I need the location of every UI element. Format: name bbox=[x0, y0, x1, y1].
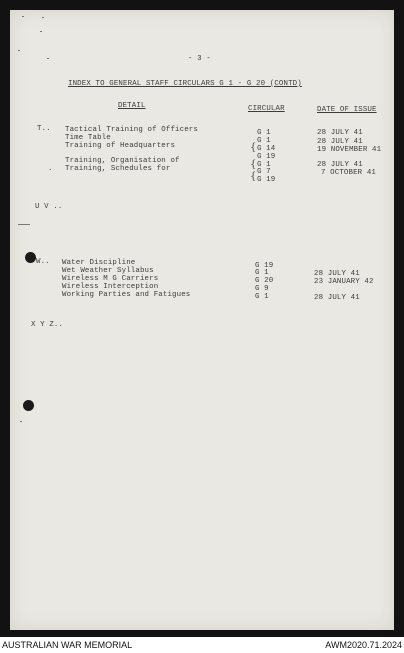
column-header-date: DATE OF ISSUE bbox=[317, 106, 377, 114]
punch-hole bbox=[23, 400, 34, 411]
entry-date: 28 JULY 41 bbox=[317, 161, 363, 169]
entry-date: 28 JULY 41 bbox=[317, 129, 363, 137]
paper-speck bbox=[47, 58, 49, 59]
paper-speck bbox=[20, 421, 22, 422]
brace-mark: { bbox=[250, 159, 257, 170]
document-title: INDEX TO GENERAL STAFF CIRCULARS G 1 - G 20 (CONTD) bbox=[68, 80, 302, 88]
entry-circular: G 1 bbox=[255, 269, 269, 277]
entry-circular: G 20 bbox=[255, 277, 274, 285]
entry-date: 28 JULY 41 bbox=[314, 270, 360, 278]
entry-detail: Working Parties and Fatigues bbox=[62, 291, 191, 299]
footer-institution: AUSTRALIAN WAR MEMORIAL bbox=[2, 640, 133, 650]
entry-circular: G 1 bbox=[257, 137, 271, 145]
entry-circular: G 14 bbox=[257, 145, 276, 153]
entry-circular: G 7 bbox=[257, 168, 271, 176]
bullet-dot: . bbox=[48, 165, 53, 173]
entry-detail: Training of Headquarters bbox=[65, 142, 176, 150]
entry-detail: Water Discipline bbox=[62, 259, 136, 267]
entry-detail: Wireless M G Carriers bbox=[62, 275, 159, 283]
paper-speck bbox=[40, 31, 42, 32]
entry-date: 23 JANUARY 42 bbox=[314, 278, 374, 286]
brace-mark: { bbox=[250, 142, 257, 153]
paper-speck bbox=[22, 16, 24, 17]
entry-circular: G 1 bbox=[257, 129, 271, 137]
entry-detail: Training, Organisation of bbox=[65, 157, 180, 165]
paper-speck bbox=[18, 224, 30, 225]
entry-detail: Wireless Interception bbox=[62, 283, 159, 291]
document-page bbox=[10, 10, 394, 630]
column-header-detail: DETAIL bbox=[118, 102, 146, 110]
entry-circular: G 19 bbox=[257, 176, 276, 184]
section-letter-t: T.. bbox=[37, 125, 51, 133]
entry-detail: Training, Schedules for bbox=[65, 165, 171, 173]
entry-date: 28 JULY 41 bbox=[317, 138, 363, 146]
paper-speck bbox=[18, 50, 20, 51]
entry-circular: G 1 bbox=[255, 293, 269, 301]
paper-speck bbox=[42, 17, 44, 18]
entry-detail: Wet Weather Syllabus bbox=[62, 267, 154, 275]
brace-mark: { bbox=[250, 171, 257, 182]
entry-date: 7 OCTOBER 41 bbox=[321, 169, 377, 177]
section-letter-uv: U V .. bbox=[35, 203, 63, 211]
section-letter-w: W.. bbox=[36, 258, 50, 266]
entry-date: 19 NOVEMBER 41 bbox=[317, 146, 382, 154]
entry-circular: G 19 bbox=[257, 153, 276, 161]
page-number: - 3 - bbox=[188, 55, 211, 63]
entry-date: 28 JULY 41 bbox=[314, 294, 360, 302]
section-letter-xyz: X Y Z.. bbox=[31, 321, 64, 329]
entry-circular: G 1 bbox=[257, 161, 271, 169]
punch-hole bbox=[25, 252, 36, 263]
entry-detail: Tactical Training of Officers bbox=[65, 126, 198, 134]
entry-circular: G 19 bbox=[255, 262, 274, 270]
footer-accession-number: AWM2020.71.2024 bbox=[325, 640, 402, 650]
entry-circular: G 9 bbox=[255, 285, 269, 293]
column-header-circular: CIRCULAR bbox=[248, 105, 285, 113]
entry-detail: Time Table bbox=[65, 134, 111, 142]
